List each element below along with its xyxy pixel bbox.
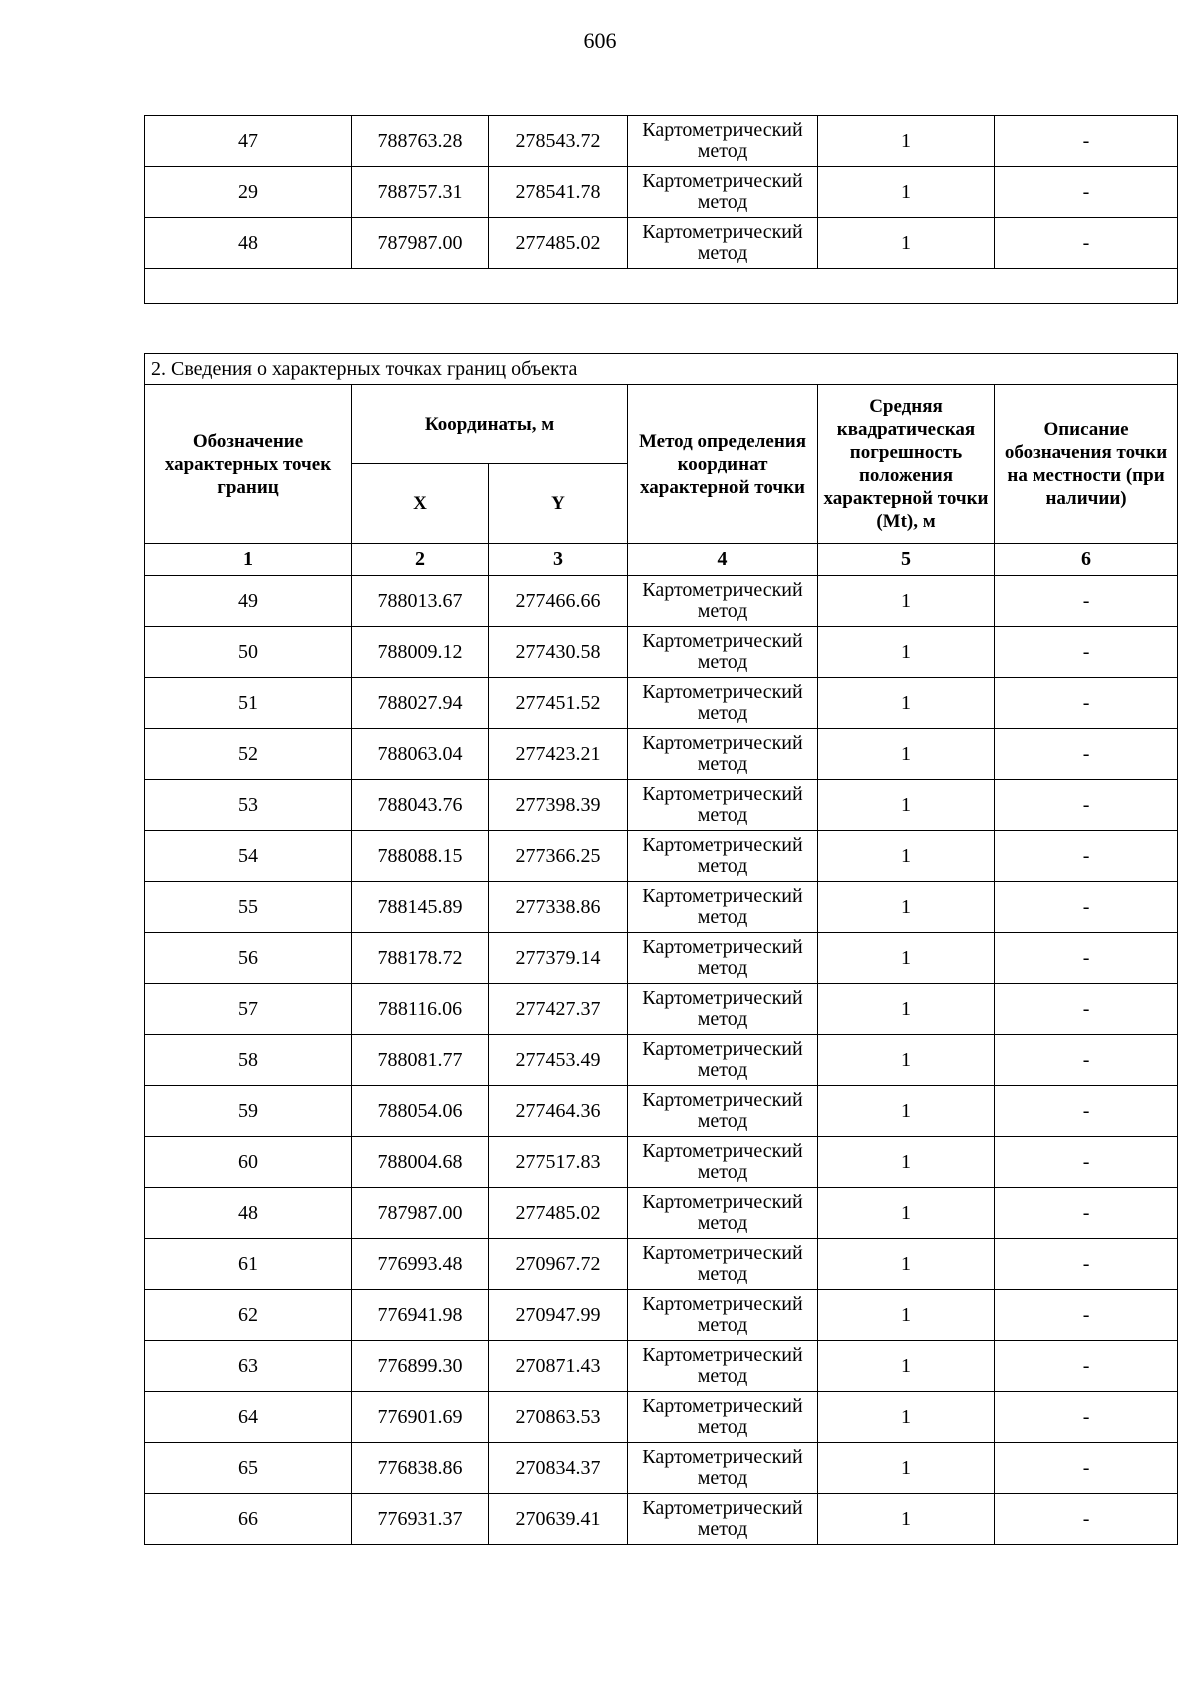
coord-x-cell: 776941.98 [352,1290,489,1341]
method-line: метод [697,1263,748,1285]
coord-y-cell: 277466.66 [489,576,628,627]
coord-x-cell: 788054.06 [352,1086,489,1137]
point-id-cell: 52 [145,729,352,780]
coord-x-cell: 776931.37 [352,1494,489,1545]
method-line: Картометрический [642,1395,803,1417]
error-cell: 1 [818,218,995,269]
description-cell: - [995,1494,1178,1545]
coord-x-cell: 788757.31 [352,167,489,218]
error-cell: 1 [818,831,995,882]
method-cell [628,218,818,269]
coord-y-cell: 277366.25 [489,831,628,882]
method-cell [628,116,818,167]
method-line: метод [697,242,748,264]
table-row [145,933,1178,984]
description-cell: - [995,1239,1178,1290]
description-cell: - [995,167,1178,218]
method-line: Картометрический [642,1293,803,1315]
method-line: метод [697,1212,748,1234]
table-row [145,1239,1178,1290]
table-row [145,627,1178,678]
table-row [145,1086,1178,1137]
point-id-cell: 53 [145,780,352,831]
error-cell: 1 [818,627,995,678]
method-cell [628,167,818,218]
description-cell: - [995,729,1178,780]
point-id-cell: 63 [145,1341,352,1392]
error-cell: 1 [818,1494,995,1545]
point-id-cell: 60 [145,1137,352,1188]
description-cell: - [995,831,1178,882]
header-method: Метод определения координат характерной точки [628,385,818,544]
coord-y-cell: 277451.52 [489,678,628,729]
method-line: метод [697,1365,748,1387]
coord-x-cell: 787987.00 [352,1188,489,1239]
header-designation: Обозначение характерных точек границ [145,385,352,544]
description-cell: - [995,1137,1178,1188]
table-row [145,678,1178,729]
method-cell [628,678,818,729]
method-line: Картометрический [642,783,803,805]
table-row [145,1392,1178,1443]
page-number: 606 [583,28,617,53]
section-title: 2. Сведения о характерных точках границ объекта [145,354,1178,385]
coord-x-cell: 788027.94 [352,678,489,729]
error-cell: 1 [818,1341,995,1392]
coord-x-cell: 776899.30 [352,1341,489,1392]
coord-x-cell: 788088.15 [352,831,489,882]
description-cell: - [995,576,1178,627]
description-cell: - [995,1341,1178,1392]
description-cell: - [995,882,1178,933]
method-line: метод [697,1314,748,1336]
col-number: 4 [628,544,818,576]
coord-x-cell: 788004.68 [352,1137,489,1188]
table-row [145,1137,1178,1188]
coord-x-cell: 788763.28 [352,116,489,167]
method-cell [628,1443,818,1494]
description-cell: - [995,218,1178,269]
method-cell [628,1137,818,1188]
method-cell [628,984,818,1035]
method-line: Картометрический [642,834,803,856]
method-line: Картометрический [642,221,803,243]
description-cell: - [995,984,1178,1035]
method-cell [628,780,818,831]
coord-y-cell: 277485.02 [489,1188,628,1239]
error-cell: 1 [818,1035,995,1086]
coord-x-cell: 788009.12 [352,627,489,678]
method-line: метод [697,1467,748,1489]
table-row [145,831,1178,882]
point-id-cell: 65 [145,1443,352,1494]
point-id-cell: 66 [145,1494,352,1545]
table-row [145,576,1178,627]
table-row [145,1035,1178,1086]
coord-x-cell: 788013.67 [352,576,489,627]
method-line: Картометрический [642,119,803,141]
method-line: метод [697,191,748,213]
method-line: метод [697,855,748,877]
table1-body [145,116,1178,269]
method-cell [628,729,818,780]
method-cell [628,1188,818,1239]
table-row [145,167,1178,218]
error-cell: 1 [818,984,995,1035]
method-line: Картометрический [642,1089,803,1111]
point-id-cell: 48 [145,1188,352,1239]
method-line: Картометрический [642,630,803,652]
method-cell [628,1392,818,1443]
point-id-cell: 58 [145,1035,352,1086]
method-line: метод [697,957,748,979]
coord-y-cell: 277517.83 [489,1137,628,1188]
method-cell [628,933,818,984]
table-row [145,984,1178,1035]
method-line: метод [697,1110,748,1132]
point-id-cell: 48 [145,218,352,269]
coord-x-cell: 788043.76 [352,780,489,831]
method-line: метод [697,651,748,673]
table-row [145,116,1178,167]
method-cell [628,1035,818,1086]
col-number: 6 [995,544,1178,576]
header-coords: Координаты, м [352,385,628,464]
coord-y-cell: 277485.02 [489,218,628,269]
error-cell: 1 [818,780,995,831]
method-line: метод [697,1518,748,1540]
point-id-cell: 62 [145,1290,352,1341]
method-cell [628,627,818,678]
coord-y-cell: 277423.21 [489,729,628,780]
col-number: 2 [352,544,489,576]
coord-y-cell: 277379.14 [489,933,628,984]
continued-coordinates-table [144,115,1178,304]
point-id-cell: 64 [145,1392,352,1443]
header-error: Средняя квадратическая погрешность положения характерной точки (Mt), м [818,385,995,544]
method-line: Картометрический [642,1344,803,1366]
error-cell: 1 [818,167,995,218]
point-id-cell: 61 [145,1239,352,1290]
point-id-cell: 57 [145,984,352,1035]
coord-y-cell: 270863.53 [489,1392,628,1443]
method-cell [628,1086,818,1137]
method-line: Картометрический [642,1191,803,1213]
coord-x-cell: 788145.89 [352,882,489,933]
column-numbers-row [145,544,1178,576]
coord-y-cell: 277338.86 [489,882,628,933]
method-line: Картометрический [642,1446,803,1468]
method-cell [628,1290,818,1341]
point-id-cell: 51 [145,678,352,729]
coord-x-cell: 787987.00 [352,218,489,269]
table-row [145,882,1178,933]
point-id-cell: 47 [145,116,352,167]
description-cell: - [995,933,1178,984]
description-cell: - [995,116,1178,167]
method-line: метод [697,906,748,928]
coord-x-cell: 788081.77 [352,1035,489,1086]
table-row [145,218,1178,269]
method-line: Картометрический [642,170,803,192]
error-cell: 1 [818,933,995,984]
method-line: метод [697,753,748,775]
col-number: 1 [145,544,352,576]
table-row [145,1341,1178,1392]
coord-y-cell: 277398.39 [489,780,628,831]
coord-x-cell: 788116.06 [352,984,489,1035]
header-description: Описание обозначения точки на местности (при наличии) [995,385,1178,544]
method-line: Картометрический [642,1497,803,1519]
point-id-cell: 50 [145,627,352,678]
error-cell: 1 [818,1137,995,1188]
empty-row [145,269,1178,304]
description-cell: - [995,1290,1178,1341]
method-line: Картометрический [642,732,803,754]
error-cell: 1 [818,678,995,729]
description-cell: - [995,1392,1178,1443]
table-row [145,1290,1178,1341]
method-cell [628,1239,818,1290]
point-id-cell: 54 [145,831,352,882]
table-row [145,1494,1178,1545]
coord-y-cell: 278543.72 [489,116,628,167]
point-id-cell: 56 [145,933,352,984]
table-row [145,729,1178,780]
description-cell: - [995,678,1178,729]
coord-y-cell: 277453.49 [489,1035,628,1086]
method-line: метод [697,1008,748,1030]
method-line: Картометрический [642,579,803,601]
description-cell: - [995,627,1178,678]
coord-y-cell: 277430.58 [489,627,628,678]
error-cell: 1 [818,1188,995,1239]
point-id-cell: 59 [145,1086,352,1137]
table-row [145,1188,1178,1239]
description-cell: - [995,1035,1178,1086]
coord-y-cell: 278541.78 [489,167,628,218]
description-cell: - [995,1188,1178,1239]
method-line: метод [697,1161,748,1183]
coord-y-cell: 277427.37 [489,984,628,1035]
header-y: Y [489,464,628,544]
method-line: Картометрический [642,681,803,703]
coord-y-cell: 270967.72 [489,1239,628,1290]
method-cell [628,831,818,882]
method-line: Картометрический [642,987,803,1009]
description-cell: - [995,1443,1178,1494]
table2-body [145,576,1178,1545]
method-line: метод [697,140,748,162]
error-cell: 1 [818,1443,995,1494]
method-cell [628,576,818,627]
method-line: Картометрический [642,885,803,907]
error-cell: 1 [818,1290,995,1341]
description-cell: - [995,780,1178,831]
error-cell: 1 [818,1392,995,1443]
section-title-row [145,354,1178,385]
error-cell: 1 [818,576,995,627]
coord-x-cell: 788178.72 [352,933,489,984]
table-row [145,1443,1178,1494]
point-id-cell: 29 [145,167,352,218]
method-cell [628,1341,818,1392]
coord-x-cell: 776993.48 [352,1239,489,1290]
coord-x-cell: 776901.69 [352,1392,489,1443]
coord-y-cell: 270639.41 [489,1494,628,1545]
method-line: метод [697,702,748,724]
error-cell: 1 [818,1239,995,1290]
method-line: метод [697,1416,748,1438]
coord-x-cell: 776838.86 [352,1443,489,1494]
method-cell [628,1494,818,1545]
coord-y-cell: 270834.37 [489,1443,628,1494]
coord-y-cell: 277464.36 [489,1086,628,1137]
method-line: метод [697,600,748,622]
coord-x-cell: 788063.04 [352,729,489,780]
method-line: Картометрический [642,1038,803,1060]
error-cell: 1 [818,882,995,933]
method-cell [628,882,818,933]
method-line: Картометрический [642,1242,803,1264]
method-line: Картометрический [642,936,803,958]
error-cell: 1 [818,1086,995,1137]
coord-y-cell: 270947.99 [489,1290,628,1341]
col-number: 3 [489,544,628,576]
point-id-cell: 55 [145,882,352,933]
coord-y-cell: 270871.43 [489,1341,628,1392]
method-line: метод [697,804,748,826]
error-cell: 1 [818,729,995,780]
point-id-cell: 49 [145,576,352,627]
boundary-points-table [144,353,1178,1545]
error-cell: 1 [818,116,995,167]
description-cell: - [995,1086,1178,1137]
col-number: 5 [818,544,995,576]
method-line: Картометрический [642,1140,803,1162]
header-x: X [352,464,489,544]
method-line: метод [697,1059,748,1081]
table-row [145,780,1178,831]
